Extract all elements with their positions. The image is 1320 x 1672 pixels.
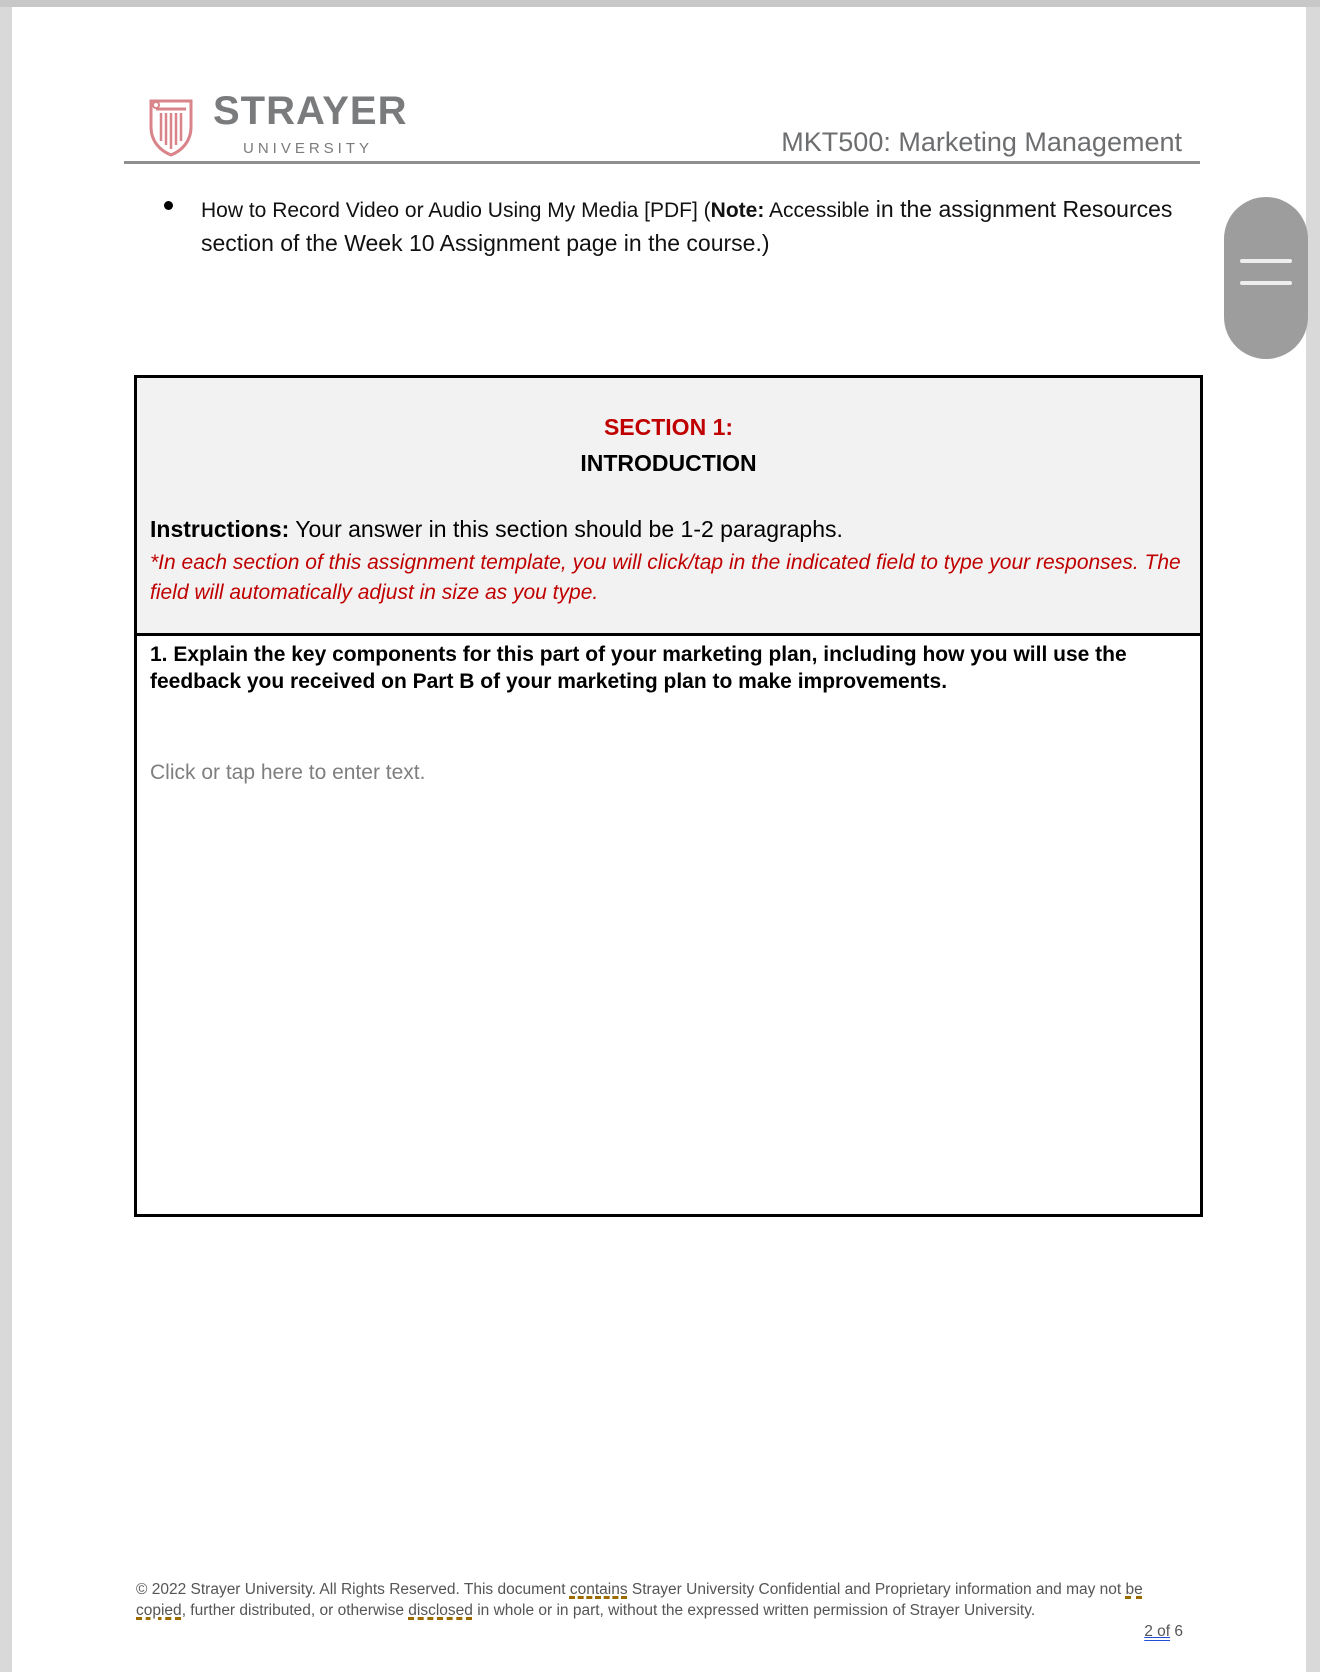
- instructions-label: Instructions:: [150, 516, 290, 542]
- section-1-table: [134, 375, 1203, 1217]
- header-divider: [124, 161, 1200, 164]
- section-title: INTRODUCTION: [580, 450, 757, 476]
- question-1: 1. Explain the key components for this part of your marketing plan, including how you will use the feedback you received on Part B of your marketing plan to make improvements.: [150, 643, 1127, 693]
- page-number: 2 of 6: [1144, 1623, 1183, 1640]
- copyright-footer: © 2022 Strayer University. All Rights Reserved. This document contains Strayer University Confidential and Proprietary information and may not be copied, further distributed, or otherwise disclosed in whole or in part, without the expressed written permission of Strayer University.: [136, 1581, 1143, 1619]
- grip-line-icon: [1240, 281, 1292, 285]
- course-title: MKT500: Marketing Management: [781, 127, 1182, 157]
- instructions: Instructions: Your answer in this section should be 1-2 paragraphs.: [150, 516, 843, 542]
- section-header-cell: [137, 378, 1200, 636]
- grip-line-icon: [1240, 259, 1292, 263]
- resource-bullet-item: How to Record Video or Audio Using My Media [PDF] (Note: Accessible in the assignment Resources section of the Week 10 Assignment page in the course.): [201, 196, 1173, 256]
- bullet-icon: [164, 201, 173, 210]
- note-label: Note:: [710, 199, 765, 222]
- strayer-logo: [137, 89, 437, 164]
- instructions-note: *In each section of this assignment template, you will click/tap in the indicated field to type your responses. The field will automatically adjust in size as you type.: [150, 551, 1181, 604]
- scroll-handle[interactable]: [1224, 197, 1308, 359]
- answer-text-field[interactable]: Click or tap here to enter text.: [150, 761, 426, 784]
- shield-icon: [147, 97, 195, 157]
- logo-wordmark: STRAYER: [213, 89, 408, 133]
- window-top-border: [0, 0, 1320, 7]
- section-number: SECTION 1:: [603, 414, 734, 440]
- logo-subtitle: UNIVERSITY: [243, 140, 374, 157]
- document-page: [12, 7, 1306, 1672]
